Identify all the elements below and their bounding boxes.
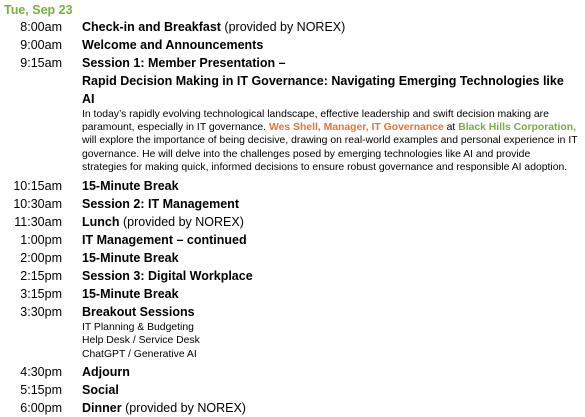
- breakout-item: IT Planning & Budgeting: [82, 322, 194, 334]
- agenda-content: [82, 249, 578, 267]
- agenda-title: 15-Minute Break: [82, 251, 179, 266]
- agenda-title: [82, 18, 578, 36]
- company-name: Black Hills Corporation,: [458, 122, 576, 134]
- description-intro: In today’s rapidly evolving technological landscape, effective leadership and swift decision making are paramount, especially in IT governance.: [82, 109, 549, 134]
- agenda-time: 10:15am: [13, 179, 62, 194]
- agenda-content: [82, 213, 578, 231]
- agenda-note: (provided by NOREX): [224, 20, 346, 34]
- agenda-content: [82, 18, 578, 36]
- agenda-note: (provided by NOREX): [122, 215, 244, 230]
- agenda-row-it-management-continued: [0, 231, 585, 249]
- agenda-content: [82, 363, 578, 381]
- agenda-time: 11:30am: [14, 215, 62, 230]
- agenda-time: 2:15pm: [20, 269, 62, 284]
- agenda-row-welcome: [0, 36, 585, 54]
- agenda-title: [82, 399, 578, 417]
- agenda-row-lunch: [0, 213, 585, 231]
- agenda-content: [82, 195, 578, 213]
- agenda-row-break-2: [0, 249, 585, 267]
- agenda-row-social: [0, 381, 585, 399]
- agenda-title: 15-Minute Break: [82, 287, 179, 302]
- agenda-time: 9:00am: [20, 38, 62, 52]
- description-body: will explore the importance of being decisive, drawing on real-world examples and personal experience in IT governance. He will delve into the challenges posed by emerging technologies like AI and provide strategies for making quick, informed decisions to ensure robust governance and responsible AI adoption.: [82, 135, 578, 173]
- agenda-content: [82, 381, 578, 399]
- agenda-time: 9:15am: [20, 56, 62, 70]
- agenda-row-dinner: [0, 399, 585, 417]
- agenda-time: 6:00pm: [20, 401, 62, 416]
- agenda-title: IT Management – continued: [82, 233, 247, 248]
- agenda-content: [82, 303, 578, 363]
- agenda-row-break-3: [0, 285, 585, 303]
- agenda-time: 2:00pm: [20, 251, 62, 266]
- agenda-title-text: Dinner: [82, 401, 122, 416]
- agenda-row-checkin: [0, 18, 585, 36]
- day-heading: Tue, Sep 23: [4, 3, 73, 17]
- agenda-content: [82, 36, 578, 54]
- agenda-title: Breakout Sessions: [82, 305, 195, 320]
- agenda-content: [82, 54, 578, 177]
- speaker-name: Wes Shell, Manager, IT Governance: [268, 122, 444, 134]
- agenda-time: 1:00pm: [20, 233, 62, 248]
- agenda-title: Social: [82, 383, 119, 398]
- description-at: at: [446, 122, 456, 134]
- agenda-row-session-1: [0, 54, 585, 177]
- agenda-row-adjourn: [0, 363, 585, 381]
- session-title-line-2: Rapid Decision Making in IT Governance: Navigating Emerging Technologies like AI: [82, 74, 564, 106]
- breakout-list: [82, 321, 578, 361]
- agenda-row-break-1: [0, 177, 585, 195]
- agenda-time: 5:15pm: [20, 383, 62, 398]
- agenda-title: Session 2: IT Management: [82, 197, 239, 212]
- session-title-line-1: Session 1: Member Presentation –: [82, 56, 286, 70]
- agenda-content: [82, 177, 578, 195]
- agenda-title-text: Lunch: [82, 215, 120, 230]
- agenda-title: [82, 54, 578, 108]
- agenda-time: 8:00am: [20, 20, 62, 34]
- agenda-note: (provided by NOREX): [125, 401, 246, 416]
- agenda-content: [82, 399, 578, 417]
- breakout-item: Help Desk / Service Desk: [82, 335, 200, 347]
- agenda-time: 4:30pm: [20, 365, 62, 380]
- agenda-content: [82, 231, 578, 249]
- agenda-row-breakout: [0, 303, 585, 363]
- agenda-title: [82, 213, 578, 231]
- agenda-time: 3:15pm: [20, 287, 62, 302]
- agenda-title: Adjourn: [82, 365, 130, 380]
- agenda-row-session-2: [0, 195, 585, 213]
- session-description: [82, 108, 578, 174]
- agenda-title: Session 3: Digital Workplace: [82, 269, 253, 284]
- agenda-title-text: Check-in and Breakfast: [82, 20, 221, 34]
- agenda-content: [82, 267, 578, 285]
- agenda-content: [82, 285, 578, 303]
- agenda-title: Welcome and Announcements: [82, 38, 264, 52]
- breakout-item: ChatGPT / Generative AI: [82, 348, 197, 360]
- agenda-time: 10:30am: [13, 197, 62, 212]
- agenda-time: 3:30pm: [20, 305, 62, 320]
- agenda-row-session-3: [0, 267, 585, 285]
- agenda-title: 15-Minute Break: [82, 179, 179, 194]
